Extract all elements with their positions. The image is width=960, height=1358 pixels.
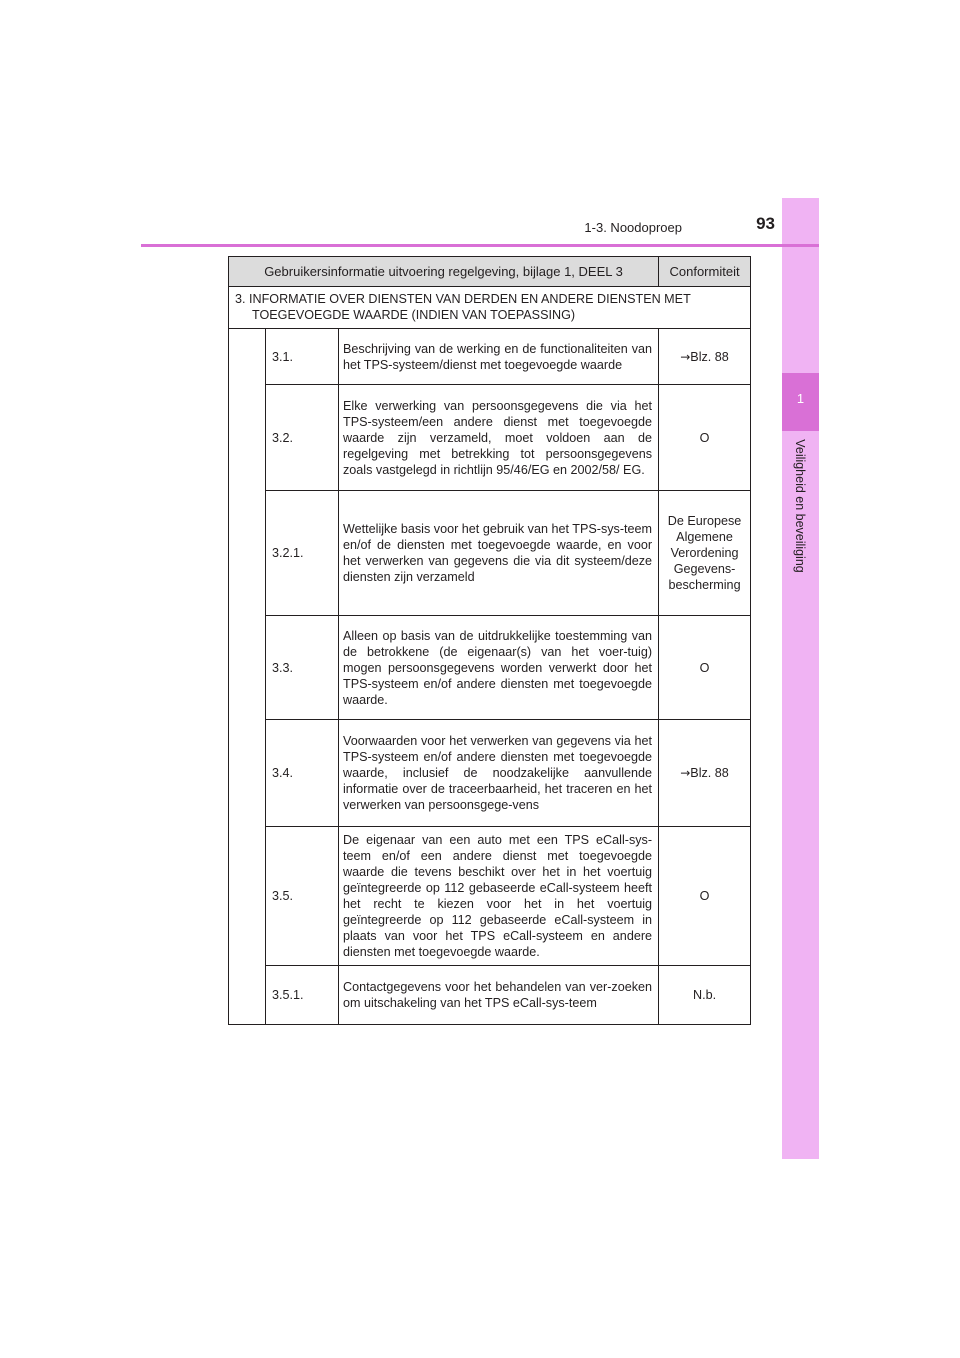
item-number: 3.5.1. xyxy=(266,966,339,1025)
section-heading-line1: 3. INFORMATIE OVER DIENSTEN VAN DERDEN EN ANDERE DIENSTEN MET xyxy=(235,292,691,306)
item-number: 3.2.1. xyxy=(266,491,339,616)
chapter-title: Veiligheid en beveiliging xyxy=(793,439,807,573)
conformity-value: De Europese Algemene Verordening Gegevens-bescherming xyxy=(667,514,742,592)
table-row xyxy=(229,827,751,966)
conformity-value: N.b. xyxy=(692,988,717,1002)
item-description: Wettelijke basis voor het gebruik van het TPS-sys-teem en/of de diensten met toegevoegde waarde, en voor het verwerken van gegevens die via dit systeem/deze diensten zijn verzameld xyxy=(339,491,659,616)
page-number: 93 xyxy=(756,214,775,233)
section-row xyxy=(229,287,751,329)
conformity-value: O xyxy=(699,660,710,675)
item-conformity xyxy=(659,616,751,720)
item-number: 3.2. xyxy=(266,385,339,491)
item-conformity xyxy=(659,720,751,827)
item-conformity xyxy=(659,329,751,385)
arrow-right-icon: → xyxy=(680,349,691,364)
side-tab xyxy=(782,198,819,1159)
arrow-right-icon: → xyxy=(680,766,691,780)
table-header-row xyxy=(229,257,751,287)
section-heading xyxy=(229,287,751,329)
conformity-value: Blz. 88 xyxy=(690,349,729,364)
item-description: Beschrijving van de werking en de functionaliteiten van het TPS-systeem/dienst met toegevoegde waarde xyxy=(339,329,659,385)
conformity-value: O xyxy=(699,430,710,445)
item-conformity xyxy=(659,966,751,1025)
table-row xyxy=(229,329,751,385)
table-row xyxy=(229,720,751,827)
item-conformity xyxy=(659,491,751,616)
section-title: 1-3. Noodoproep xyxy=(584,220,682,235)
item-description: De eigenaar van een auto met een TPS eCall-sys-teem en/of een andere dienst met toegevoegde waarde die tevens beschikt over het in het voertuig geïntegreerde op 112 gebaseerde eCall-systeem heeft het recht te kiezen voor het in het voertuig geïntegreerde op 112 gebaseerde eCall-systeem in plaats van voor het TPS eCall-systeem en andere diensten met toegevoegde waarde. xyxy=(339,827,659,966)
item-description: Voorwaarden voor het verwerken van gegevens via het TPS-systeem en/of andere diensten met toegevoegde waarde, inclusief de noodzakelijke aanvullende informatie over de traceerbaarheid, het traceren en het verwerken van persoonsgege-vens xyxy=(339,720,659,827)
table-row xyxy=(229,491,751,616)
item-number: 3.3. xyxy=(266,616,339,720)
table-row xyxy=(229,966,751,1025)
item-description: Elke verwerking van persoonsgegevens die via het TPS-systeem/een andere dienst met toegevoegde waarde zijn verzameld, moet voldoen aan de regelgeving met betrekking tot persoonsgegevens zoals vastgelegd in richtlijn 95/46/EG en 2002/58/ EG. xyxy=(339,385,659,491)
chapter-number: 1 xyxy=(796,391,805,406)
table-row xyxy=(229,385,751,491)
section-heading-line2: TOEGEVOEGDE WAARDE (INDIEN VAN TOEPASSING) xyxy=(252,308,576,322)
item-description: Contactgegevens voor het behandelen van ver-zoeken om uitschakeling van het TPS eCall-sys-teem xyxy=(339,966,659,1025)
item-conformity xyxy=(659,385,751,491)
item-conformity xyxy=(659,827,751,966)
conformity-value: Blz. 88 xyxy=(690,766,729,780)
indent-cell xyxy=(229,329,266,1025)
conformity-value: O xyxy=(699,889,710,903)
header-rule xyxy=(141,244,819,247)
item-description: Alleen op basis van de uitdrukkelijke toestemming van de betrokkene (de eigenaar(s) van het voer-tuig) mogen persoonsgegevens worden verwerkt door het TPS-systeem en/of andere diensten met toegevoegde waarde. xyxy=(339,616,659,720)
header-info: Gebruikersinformatie uitvoering regelgeving, bijlage 1, DEEL 3 xyxy=(229,257,659,287)
item-number: 3.4. xyxy=(266,720,339,827)
item-number: 3.1. xyxy=(266,329,339,385)
table-row xyxy=(229,616,751,720)
header-conformity: Conformiteit xyxy=(659,257,751,287)
regulation-table xyxy=(228,256,751,1025)
item-number: 3.5. xyxy=(266,827,339,966)
